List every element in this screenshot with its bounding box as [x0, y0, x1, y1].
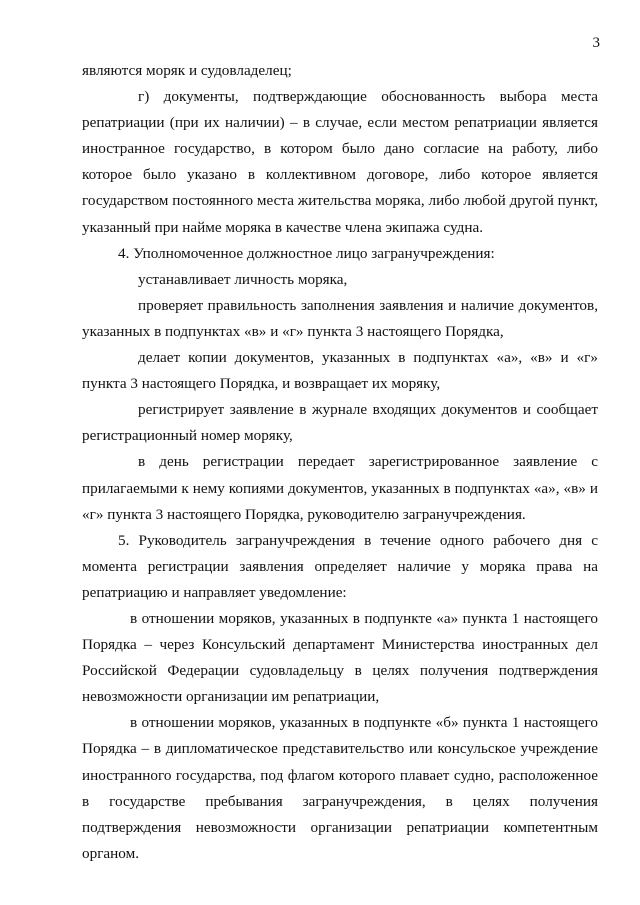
- paragraph-make-copies: делает копии документов, указанных в подпунктах «а», «в» и «г» пункта 3 настоящего Порядка, и возвращает их моряку,: [82, 349, 598, 393]
- paragraph-item-4: 4. Уполномоченное должностное лицо загранучреждения:: [118, 244, 495, 262]
- paragraph-notice-subitem-b: в отношении моряков, указанных в подпункте «б» пункта 1 настоящего Порядка – в дипломатическое представительство или консульское учреждение иностранного государства, под флагом которого плавает судно, расположенное в государстве пребывания загранучреждения, в целях получения подтверждения невозможности организации репатриации компетентным органом.: [82, 714, 598, 862]
- page-number: 3: [592, 35, 600, 51]
- paragraph-identity-check: устанавливает личность моряка,: [138, 270, 348, 288]
- paragraph-item-5: 5. Руководитель загранучреждения в течение одного рабочего дня с момента регистрации заявления определяет наличие у моряка права на репатриацию и направляет уведомление:: [82, 531, 598, 601]
- paragraph-continuation: являются моряк и судовладелец;: [82, 62, 292, 79]
- paragraph-subitem-g: г) документы, подтверждающие обоснованность выбора места репатриации (при их наличии) – в случае, если местом репатриации является иностранное государство, в котором было дано согласие на работу, либо которое было указано в коллективном договоре, либо которое является государством постоянного места жительства моряка, либо любой другой пункт, указанный при найме моряка в качестве члена экипажа судна.: [82, 88, 598, 236]
- paragraph-transfer-to-head: в день регистрации передает зарегистрированное заявление с прилагаемыми к нему копиями документов, указанных в подпунктах «а», «в» и «г» пункта 3 настоящего Порядка, руководителю загранучреждения.: [82, 453, 598, 523]
- document-body: [82, 58, 598, 867]
- paragraph-verify-application: проверяет правильность заполнения заявления и наличие документов, указанных в подпунктах «в» и «г» пункта 3 настоящего Порядка,: [82, 296, 598, 340]
- paragraph-register-application: регистрирует заявление в журнале входящих документов и сообщает регистрационный номер моряку,: [82, 401, 598, 445]
- paragraph-notice-subitem-a: в отношении моряков, указанных в подпункте «а» пункта 1 настоящего Порядка – через Консульский департамент Министерства иностранных дел Российской Федерации судовладельцу в целях получения подтверждения невозможности организации им репатриации,: [82, 609, 598, 706]
